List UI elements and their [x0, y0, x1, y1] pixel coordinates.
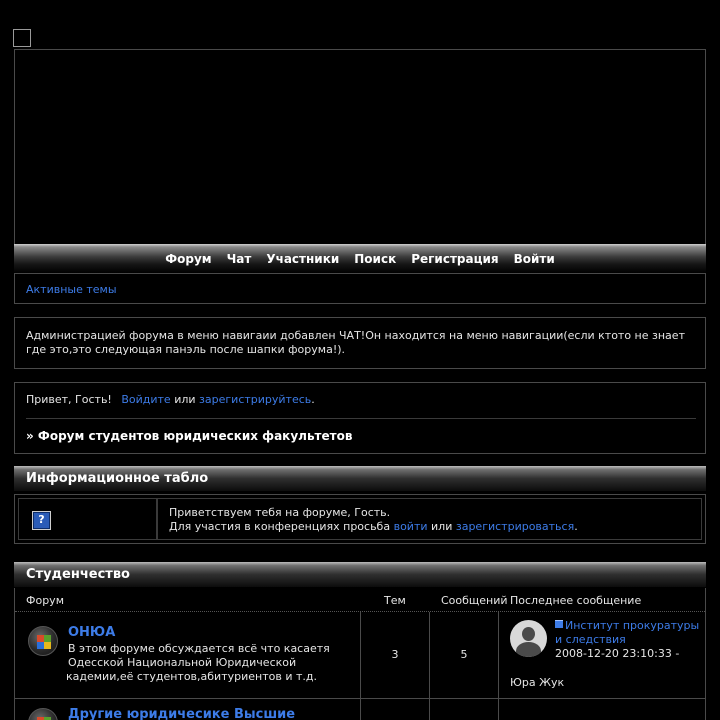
nav-members[interactable]: Участники	[266, 252, 340, 266]
last-post-info	[555, 619, 705, 661]
forum-status-icon	[28, 626, 58, 656]
welcome-line: Приветствуем тебя на форуме, Гость.	[169, 506, 391, 519]
column-divider	[498, 612, 499, 720]
nav-forum[interactable]: Форум	[165, 252, 212, 266]
greeting-text: Привет, Гость!	[26, 393, 112, 406]
nav-register[interactable]: Регистрация	[411, 252, 499, 266]
main-navigation	[14, 244, 706, 273]
info-login-link[interactable]: войти	[393, 520, 428, 533]
topic-icon	[555, 620, 563, 628]
greeting-panel	[14, 382, 706, 454]
header-posts: Сообщений	[441, 594, 508, 607]
forum-title-link[interactable]: Другие юридичесике Высшие	[68, 707, 296, 720]
nav-login[interactable]: Войти	[513, 252, 555, 266]
forum-table	[14, 588, 706, 720]
active-topics-link[interactable]: Активные темы	[26, 283, 117, 296]
active-topics-panel	[14, 273, 706, 304]
last-post-date: 2008-12-20 23:10:33 -	[555, 647, 680, 660]
forum-header-banner	[14, 49, 706, 245]
breadcrumb[interactable]: » Форум студентов юридических факультетов	[26, 429, 353, 443]
info-board-title: Информационное табло	[14, 466, 706, 491]
column-divider	[429, 612, 430, 720]
participation-text: Для участия в конференциях просьба	[169, 520, 391, 533]
nav-search[interactable]: Поиск	[354, 252, 397, 266]
info-board-icon-cell	[18, 498, 157, 540]
register-link[interactable]: зарегистрируйтесь	[199, 393, 312, 406]
announcement-panel	[14, 317, 706, 369]
header-last-post: Последнее сообщение	[510, 594, 642, 607]
top-checkbox[interactable]	[13, 29, 31, 47]
last-post-author[interactable]: Юра Жук	[510, 676, 565, 689]
user-avatar	[510, 620, 547, 657]
header-topics: Тем	[384, 594, 406, 607]
nav-chat[interactable]: Чат	[226, 252, 252, 266]
login-link[interactable]: Войдите	[121, 393, 171, 406]
category-title: Студенчество	[14, 562, 706, 587]
info-or: или	[431, 520, 453, 533]
info-board-message	[157, 498, 702, 540]
info-board	[14, 494, 706, 544]
info-register-link[interactable]: зарегистрироваться	[455, 520, 575, 533]
forum-title-link[interactable]: ОНЮА	[68, 625, 116, 640]
last-post-topic-link[interactable]: Институт прокуратуры и следствия	[555, 619, 700, 646]
posts-count: 5	[460, 648, 468, 661]
greeting-period: .	[311, 393, 315, 406]
forum-description: В этом форуме обсуждается всё что касаетя Одесской Национальной Юридической кадемии,её студентов,абитуриентов и т.д.	[66, 642, 330, 683]
column-divider	[360, 612, 361, 720]
row-separator	[15, 698, 705, 699]
header-forum: Форум	[26, 594, 64, 607]
info-period: .	[574, 520, 578, 533]
help-question-icon: ?	[32, 511, 51, 530]
divider	[26, 418, 696, 419]
announcement-text: Администрацией форума в меню навигаии добавлен ЧАТ!Он находится на меню навигации(если ктото не знает где это,это следующая панэль после шапки форума!).	[26, 329, 685, 356]
greeting-or: или	[174, 393, 196, 406]
topics-count: 3	[391, 648, 399, 661]
forum-status-icon	[28, 708, 58, 720]
